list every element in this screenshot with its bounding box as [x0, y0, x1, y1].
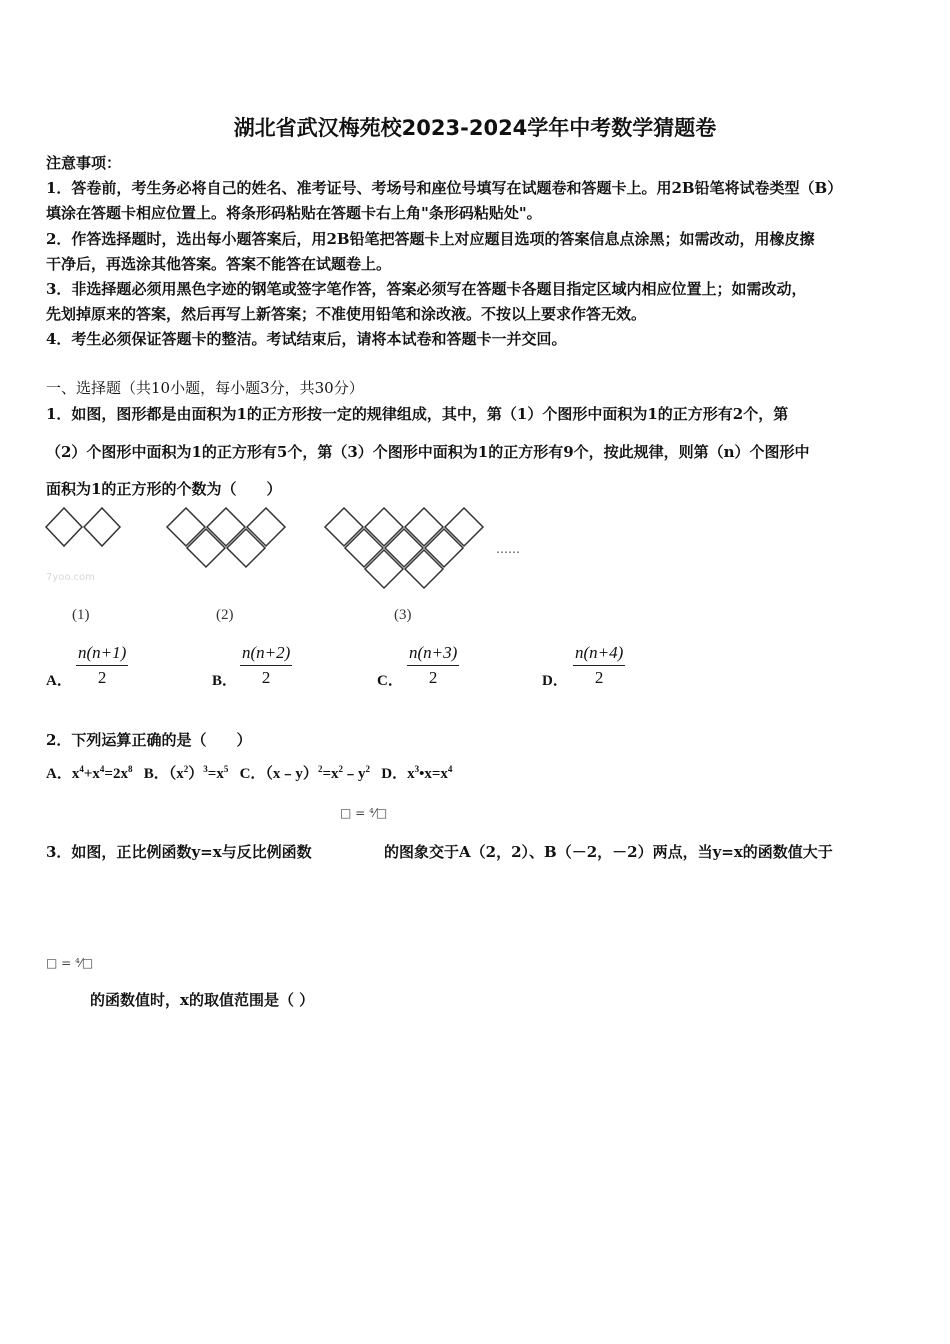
- option-b-denominator: 2: [261, 668, 271, 687]
- notice-line: 4．考生必须保证答题卡的整洁。考试结束后，请将本试卷和答题卡一并交回。: [46, 330, 567, 348]
- option-d-fraction: [573, 643, 625, 688]
- option-b-letter: B．: [212, 673, 238, 689]
- option-c-numerator: n(n+3): [407, 643, 459, 666]
- figure-ellipsis: ……: [496, 542, 520, 556]
- option-d-denominator: 2: [594, 668, 604, 687]
- q3-function-image-2: □ = ⁴⁄□: [46, 956, 94, 970]
- option-c-letter: C．: [377, 673, 403, 689]
- notice-line: 1．答卷前，考生务必将自己的姓名、准考证号、考场号和座位号填写在试题卷和答题卡上。用2B铅笔将试卷类型（B）: [46, 179, 843, 197]
- q1-stem-line3: 面积为1的正方形的个数为（ ）: [46, 480, 282, 498]
- section-heading: 一、选择题（共10小题，每小题3分，共30分）: [46, 379, 364, 397]
- option-c-fraction: [407, 643, 459, 688]
- q1-stem-line1: 1．如图，图形都是由面积为1的正方形按一定的规律组成，其中，第（1）个图形中面积为1的正方形有2个，第: [46, 405, 789, 423]
- q2-option-d: $x^3•x=x^4$: [407, 764, 453, 782]
- option-a-denominator: 2: [97, 668, 107, 687]
- page-title: 湖北省武汉梅苑校2023-2024学年中考数学猜题卷: [233, 116, 717, 140]
- q3-function-image: □ = ⁴⁄□: [340, 806, 388, 820]
- option-b-fraction: [240, 643, 292, 688]
- figure-1: [44, 505, 126, 555]
- q2-options: [46, 762, 452, 783]
- q2-option-d-letter: D．: [381, 766, 408, 782]
- q2-option-c-letter: C．: [239, 766, 266, 782]
- option-d-numerator: n(n+4): [573, 643, 625, 666]
- notice-line: 3．非选择题必须用黑色字迹的钢笔或签字笔作答，答案必须写在答题卡各题目指定区域内相应位置上；如需改动，: [46, 280, 807, 298]
- option-a-letter: A．: [46, 673, 72, 689]
- notice-line: 干净后，再选涂其他答案。答案不能答在试题卷上。: [46, 255, 392, 273]
- q2-stem: 2．下列运算正确的是（ ）: [46, 731, 252, 749]
- q3-stem-line1b: 的图象交于A（2，2）、B（－2，－2）两点，当y=x的函数值大于: [384, 843, 833, 861]
- q2-option-a: $x^4+x^4=2x^8$: [71, 764, 133, 782]
- q2-option-c: $(x﹣y)^2=x^2﹣y^2$: [265, 764, 371, 782]
- notice-heading: 注意事项：: [46, 154, 122, 172]
- option-b-numerator: n(n+2): [240, 643, 292, 666]
- notice-line: 2．作答选择题时，选出每小题答案后，用2B铅笔把答题卡上对应题目选项的答案信息点涂黑；如需改动，用橡皮擦: [46, 230, 815, 248]
- figure-2: [164, 505, 290, 585]
- option-d-letter: D．: [542, 673, 568, 689]
- figure-2-label: (2): [216, 607, 234, 623]
- figure-3-label: (3): [394, 607, 412, 623]
- option-a-fraction: [76, 643, 128, 688]
- q2-option-b-letter: B．: [143, 766, 169, 782]
- notice-line: 先划掉原来的答案，然后再写上新答案；不准使用铅笔和涂改液。不按以上要求作答无效。: [46, 305, 647, 323]
- q2-option-a-letter: A．: [46, 766, 72, 782]
- q1-stem-line2: （2）个图形中面积为1的正方形有5个，第（3）个图形中面积为1的正方形有9个，按此规律，则第（n）个图形中: [46, 443, 810, 461]
- figure-3: [322, 505, 488, 597]
- q2-option-b: $(x^2)^3=x^5$: [168, 764, 229, 782]
- figure-1-label: (1): [72, 607, 90, 623]
- option-c-denominator: 2: [428, 668, 438, 687]
- option-a-numerator: n(n+1): [76, 643, 128, 666]
- watermark: 7yoo.com: [46, 572, 95, 583]
- q3-stem-line2: 的函数值时，x的取值范围是（ ）: [90, 991, 315, 1009]
- q3-stem-line1: 3．如图，正比例函数y=x与反比例函数: [46, 843, 312, 861]
- notice-line: 填涂在答题卡相应位置上。将条形码粘贴在答题卡右上角"条形码粘贴处"。: [46, 204, 542, 222]
